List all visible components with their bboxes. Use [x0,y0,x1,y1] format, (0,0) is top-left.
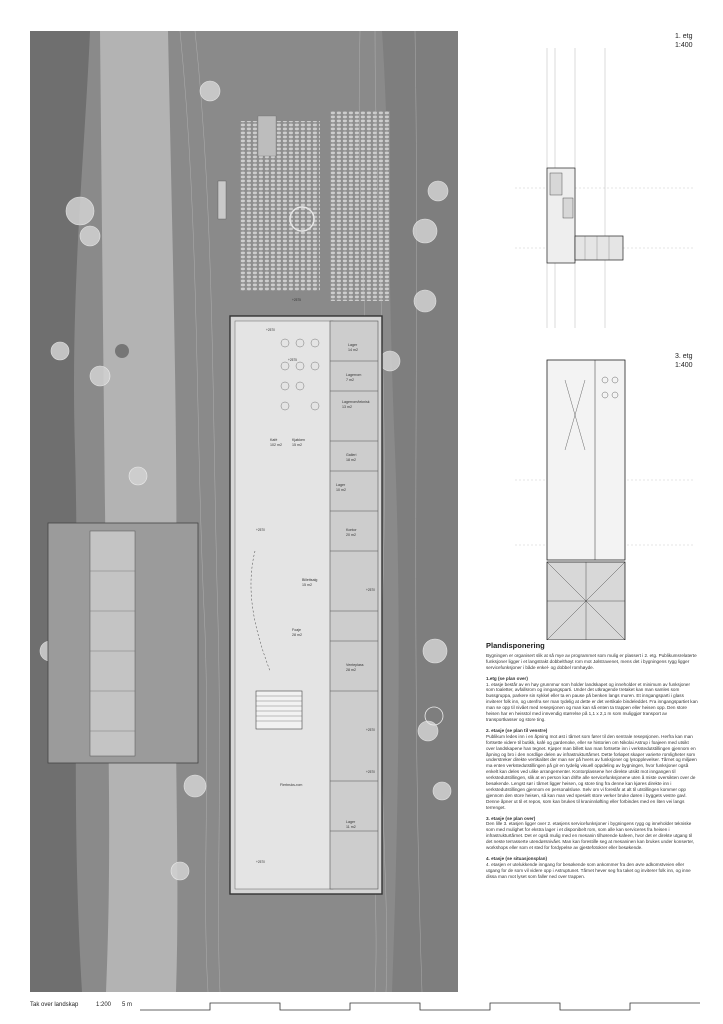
room-area-label: 15 m2 [292,443,302,447]
section-body: 4. etasjen er utelukkende inngang for besøkende som ankommer fra den øvre adkomstveien eller utgang for de som vil videre opp i Astruptunet. Tårnet hever seg fra taket og inviterer folk inn, og inne dissa man mot lyset som faller ned over trappen. [486,861,691,879]
room-label: Lagerrom/teknisk [342,400,370,404]
room-area-label: 20 m2 [346,533,356,537]
room-area-label: 11 m2 [346,825,356,829]
scalebar [140,1000,700,1012]
section-body: Publikum ledes inn i en åpning mot øst i tårnet som fører til den sentrale resepsjonen. Herfra kan man fortsette videre til butikk, kafé og gardenoke, eller se historien om Nikolai Astrup i foajeen med utsikt over landskapene han tegnet. Kjøper man billett kan man fortsette inn i verkstedutstillingen gjennom en åpning og bro i den nordlige delen av infrastrukturtårnet. Dette forløpet skaper varierte romligheter som understreker direkte vertikalitet der man ser på hvers av funksjoner og lysopplevelser. Tårnet og miljøen ma enten verkstedutstillingen på gir en tydelig visuell oppdeling av bygningen, hvor funksjoner også enkelt kan deles ved ulike arrangementer. Kontorplassene her direkte utsikt mot inngangen til verkstedutstillingen, slik at en person kan drifte alle servicefunksjonene uten å miste oversikten over de besøkende. Lengst sør i tårnet ligger heisen, og store ting fra denne kan kjøres direkte inn i verkstedutstillingen gjennom en personalsluse. Selv om vi foreslår at alt til utstillingen kommer opp gjennom den store heisen, så kan man ved spesielt store verker bruke døren i byggets vestre gavl. Denne åpner ut til et repos, som kan brukes til kraninnløfting eller forbindes med en liten vei langs terrenget. [486,733,697,810]
drawing-scale: 1:200 [96,1002,112,1008]
level-label: +2575 [292,298,301,302]
description-intro: Bygningen er organisert slik at så mye av programmet som mulig er plassert i 2. etg. Publikumsrelaterte funksjoner ligger i et langstrakt dobbelthøyt rom mot Jølstravenet, mens det i bygningens rygg ligger servicefunksjoner i både enkel- og dobbel romhøyde. [486,652,697,670]
footer [30,1000,710,1020]
room-area-label: 7 m2 [346,378,354,382]
room-label: Venteplass [346,663,364,667]
room-area-label: 18 m2 [346,458,356,462]
floor-plan-3 [505,350,705,640]
level-label: +2575 [288,358,297,362]
section-body: 1. etasje består av en høy grunnmur som holder landskapet og inneholder et minimum av funksjoner som toaletter, avfallsrom og inngangsparti. Under det utkragende tretaket kan man samles som bussgruppa, parkere sin sykkel eller ta en pause på benken langs muren. Et inngangsparti i glass inviterer folk inn, og utenfra ser man tydelig at dette er det vertikale bindeleddet. Fra inngangspartiet kan man se opp til nivået med resepsjonen og man kan så enten ta trappen eller heisen opp. Den store heisen har en heisstol med innvendig størrelse på 1,1 x 2,1 m som muliggjør transport av transportkasser og store ting. [486,681,698,722]
floor-plan-3-title: 3. etg [675,353,693,360]
level-label: +2570 [266,328,275,332]
room-label: Lager [336,483,346,487]
level-label: +2570 [256,860,265,864]
room-area-label: 28 m2 [346,668,356,672]
room-label: Lager [348,343,358,347]
room-area-label: 14 m2 [348,348,358,352]
section-3 [486,816,698,851]
level-label: +2570 [366,770,375,774]
level-label: +2570 [366,588,375,592]
room-label: Kontor [346,528,357,532]
floor-plan-3-scale: 1:400 [675,362,693,369]
room-label: Kafé [270,438,278,442]
room-area-label: 28 m2 [292,633,302,637]
plan-description [486,643,698,883]
room-label: Lager [346,820,356,824]
level-label: +2570 [256,528,265,532]
section-body: Den lille 3. etasjen ligger over 2. etasjens servicefunksjoner i bygningens rygg og inneholder tekniske som med mulighet for ekstra lager i et disponibelt rom, som alle kan serviceres fra heisen i infrastrukturtårnet. Det er også mulig med en mesanin tilhørende kafeen, hvor det er direkte utgang til det neste terrasserte utendørsnivået. Man kan forestille seg at mesaninen kan brukes under konserter, workshops eller som et sted for fordypelse av gjestefotokrer eller besøkende. [486,821,695,851]
floor-plan-1 [505,28,705,328]
floor-plan-1-title: 1. etg [675,33,693,40]
room-label: Foaje [292,628,301,632]
room-area-label: 13 m2 [342,405,352,409]
section-title: 1.etg (se plan over) [486,675,528,681]
room-label: Lagerrom [346,373,362,377]
level-label: +2570 [366,728,375,732]
floor-plan-1-scale: 1:400 [675,42,693,49]
room-label: Billettsalg [302,578,318,582]
scalebar-label: 5 m [122,1002,133,1008]
description-heading: Plandisponering [486,641,545,650]
section-title: 4. etasje (se situasjonsplan) [486,856,548,861]
section-title: 3. etasje (se plan over) [486,815,536,821]
room-label: Galleri [346,453,357,457]
section-1 [486,676,698,723]
section-2 [486,728,698,811]
room-label: Kjøkken [292,438,305,442]
drawing-label: Tak over landskap [30,1002,79,1008]
room-label: Flerbruks-rom [280,783,303,787]
room-area-label: 15 m2 [302,583,312,587]
room-area-label: 102 m2 [270,443,282,447]
section-title: 2. etasje (se plan til venstre) [486,727,548,733]
site-plan-drawing [30,31,458,992]
section-4 [486,856,698,880]
room-area-label: 10 m2 [336,488,346,492]
